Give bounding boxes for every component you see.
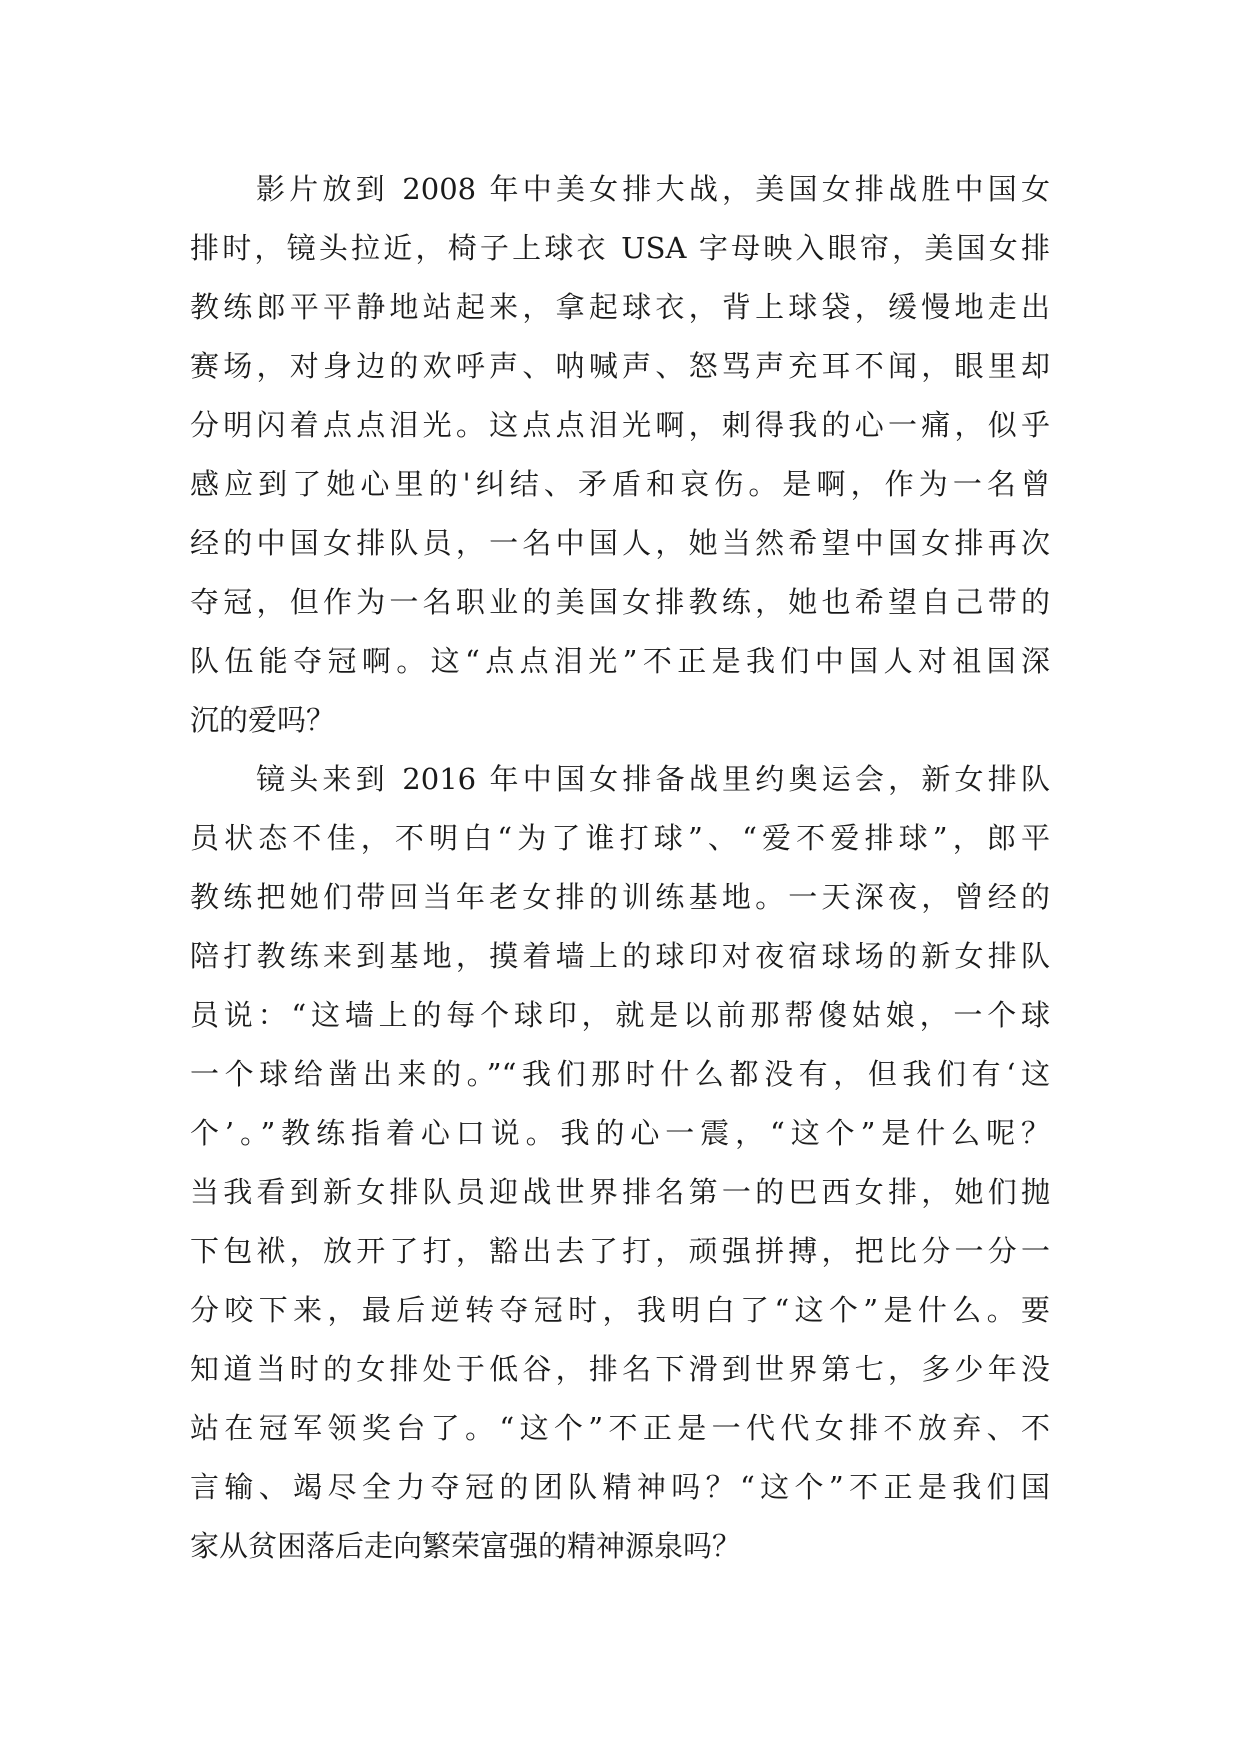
text-line: 教练把她们带回当年老女排的训练基地。一天深夜，曾经的 [190,880,1050,914]
text-line: 影片放到 2008 年中美女排大战，美国女排战胜中国女 [256,172,1050,206]
text-line: 一个球给凿出来的。”“我们那时什么都没有，但我们有‘这 [190,1057,1050,1091]
text-line: 陪打教练来到基地，摸着墙上的球印对夜宿球场的新女排队 [190,939,1050,973]
text-line: 经的中国女排队员，一名中国人，她当然希望中国女排再次 [190,526,1050,560]
text-line: 沉的爱吗？ [190,703,336,737]
text-line: 言输、竭尽全力夺冠的团队精神吗？“这个”不正是我们国 [190,1470,1050,1504]
text-line: 赛场，对身边的欢呼声、呐喊声、怒骂声充耳不闻，眼里却 [190,349,1050,383]
text-line: 当我看到新女排队员迎战世界排名第一的巴西女排，她们抛 [190,1175,1050,1209]
text-line: 教练郎平平静地站起来，拿起球衣，背上球袋，缓慢地走出 [190,290,1050,324]
text-line: 个’。”教练指着心口说。我的心一震，“这个”是什么呢？ [190,1116,1050,1150]
text-line: 感应到了她心里的'纠结、矛盾和哀伤。是啊，作为一名曾 [190,467,1050,501]
text-line: 分明闪着点点泪光。这点点泪光啊，刺得我的心一痛，似乎 [190,408,1050,442]
text-line: 下包袱，放开了打，豁出去了打，顽强拼搏，把比分一分一 [190,1234,1050,1268]
text-line: 知道当时的女排处于低谷，排名下滑到世界第七，多少年没 [190,1352,1050,1386]
text-line: 员说：“这墙上的每个球印，就是以前那帮傻姑娘，一个球 [190,998,1050,1032]
text-line: 队伍能夺冠啊。这“点点泪光”不正是我们中国人对祖国深 [190,644,1050,678]
text-line: 夺冠，但作为一名职业的美国女排教练，她也希望自己带的 [190,585,1050,619]
text-line: 家从贫困落后走向繁荣富强的精神源泉吗？ [190,1529,742,1563]
text-line: 排时，镜头拉近，椅子上球衣 USA 字母映入眼帘，美国女排 [190,231,1050,265]
text-line: 镜头来到 2016 年中国女排备战里约奥运会，新女排队 [256,762,1050,796]
text-line: 站在冠军领奖台了。“这个”不正是一代代女排不放弃、不 [190,1411,1050,1445]
text-line: 员状态不佳，不明白“为了谁打球”、“爱不爱排球”，郎平 [190,821,1050,855]
document-body [190,160,1050,1576]
paragraph-2 [190,750,1050,1576]
paragraph-1 [190,160,1050,750]
text-line: 分咬下来，最后逆转夺冠时，我明白了“这个”是什么。要 [190,1293,1050,1327]
